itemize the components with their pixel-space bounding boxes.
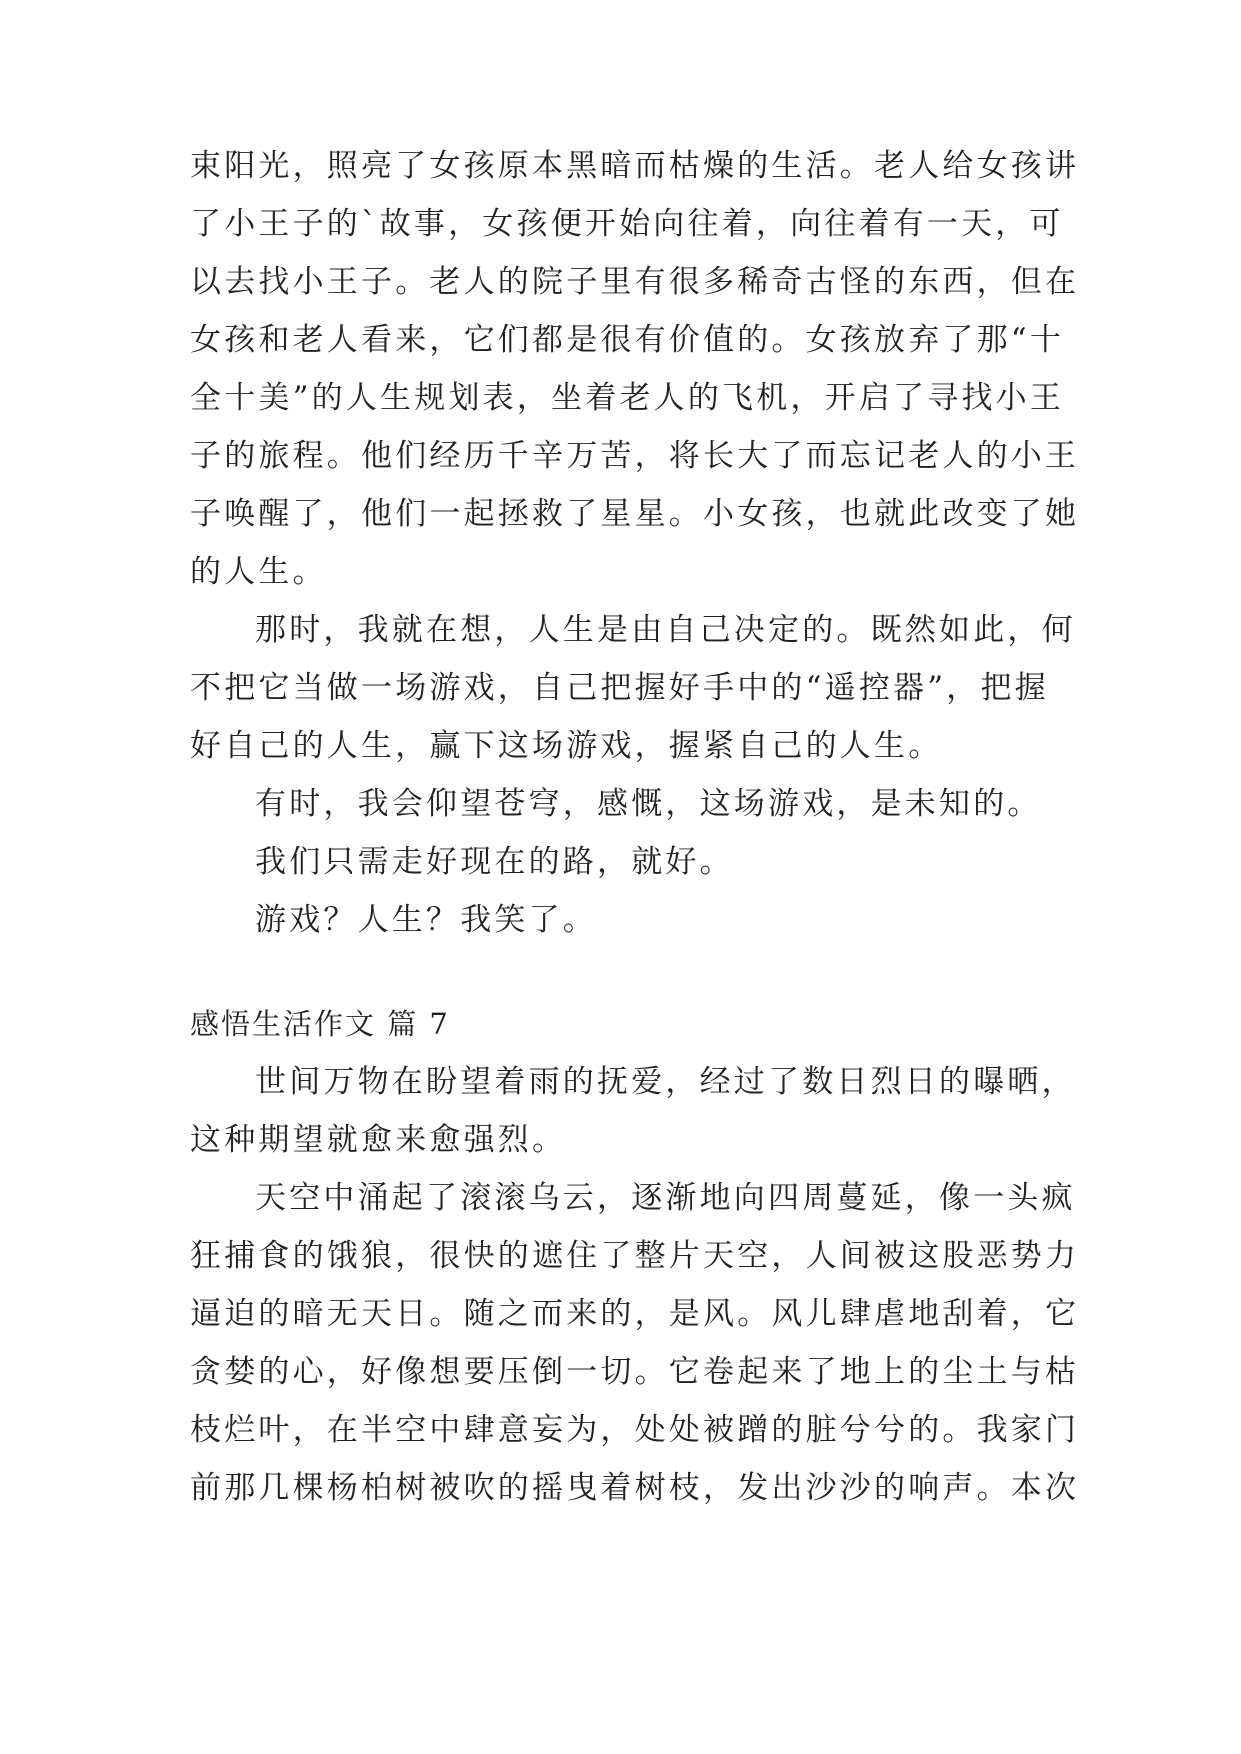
text-line: 狂捕食的饿狼，很快的遮住了整片天空，人间被这股恶势力 <box>190 1238 1080 1274</box>
text-line: 贪婪的心，好像想要压倒一切。它卷起来了地上的尘土与枯 <box>190 1354 1080 1390</box>
section-heading: 感悟生活作文 篇 7 <box>190 1007 450 1041</box>
text-line: 世间万物在盼望着雨的抚爱，经过了数日烈日的曝晒， <box>255 1064 1076 1100</box>
text-line: 我们只需走好现在的路，就好。 <box>255 844 734 880</box>
text-line: 那时，我就在想，人生是由自己决定的。既然如此，何 <box>255 612 1076 648</box>
text-line: 子唤醒了，他们一起拯救了星星。小女孩，也就此改变了她 <box>190 496 1080 532</box>
text-line: 天空中涌起了滚滚乌云，逐渐地向四周蔓延，像一头疯 <box>255 1180 1076 1216</box>
text-line: 子的旅程。他们经历千辛万苦，将长大了而忘记老人的小王 <box>190 438 1080 474</box>
text-line: 女孩和老人看来，它们都是很有价值的。女孩放弃了那“十 <box>190 322 1065 358</box>
text-line: 不把它当做一场游戏，自己把握好手中的“遥控器”，把握 <box>190 670 1049 706</box>
text-line: 了小王子的`故事，女孩便开始向往着，向往着有一天，可 <box>190 206 1064 242</box>
text-line: 有时，我会仰望苍穹，感慨，这场游戏，是未知的。 <box>255 786 1042 822</box>
text-line: 逼迫的暗无天日。随之而来的，是风。风儿肆虐地刮着，它 <box>190 1296 1080 1332</box>
text-line: 好自己的人生，赢下这场游戏，握紧自己的人生。 <box>190 728 943 764</box>
text-line: 游戏？人生？我笑了。 <box>255 902 597 938</box>
text-line: 这种期望就愈来愈强烈。 <box>190 1122 567 1158</box>
text-line: 的人生。 <box>190 554 327 590</box>
text-line: 以去找小王子。老人的院子里有很多稀奇古怪的东西，但在 <box>190 264 1080 300</box>
text-line: 全十美”的人生规划表，坐着老人的飞机，开启了寻找小王 <box>190 380 1065 416</box>
text-line: 束阳光，照亮了女孩原本黑暗而枯燥的生活。老人给女孩讲 <box>190 148 1080 184</box>
text-line: 前那几棵杨柏树被吹的摇曳着树枝，发出沙沙的响声。本次 <box>190 1470 1080 1506</box>
text-line: 枝烂叶，在半空中肆意妄为，处处被蹭的脏兮兮的。我家门 <box>190 1412 1080 1448</box>
